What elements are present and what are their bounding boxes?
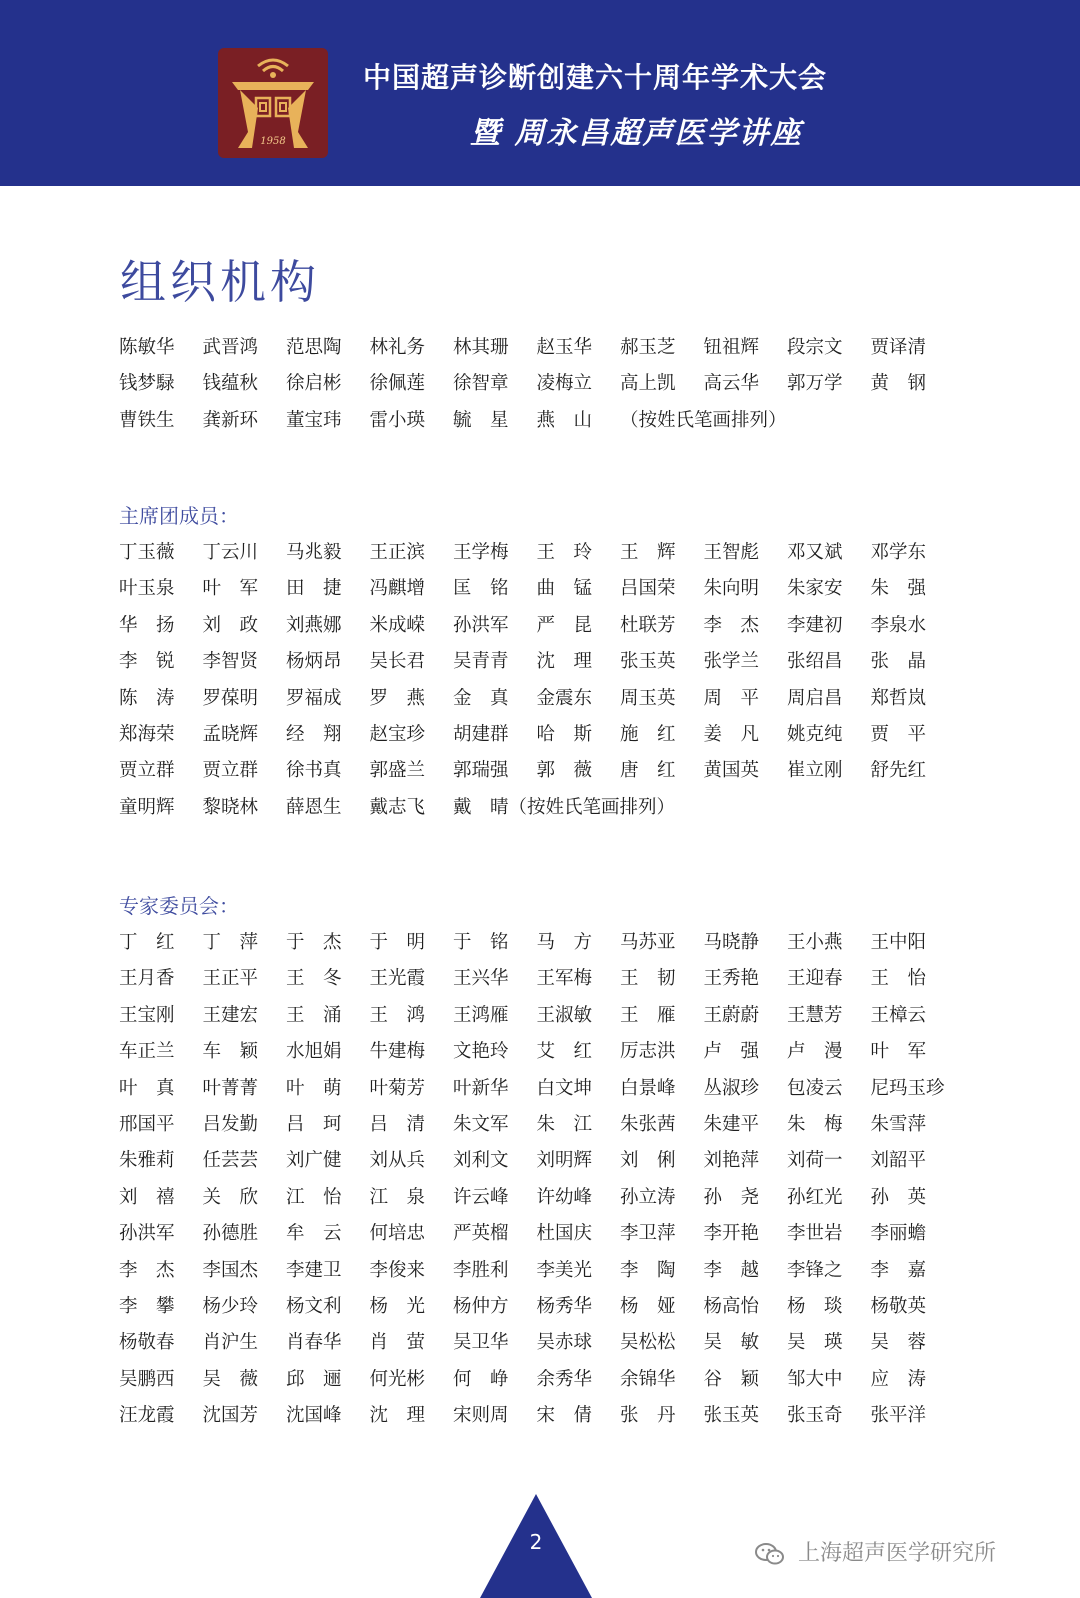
member-name: 高上凯 — [620, 373, 676, 395]
member-name: 范思陶 — [286, 337, 342, 358]
member-name: 孙洪军 — [119, 1223, 175, 1245]
member-name: 余锦华 — [620, 1368, 676, 1390]
member-name: 吴 薇 — [202, 1368, 259, 1390]
member-name: 吕发勤 — [202, 1114, 259, 1136]
member-name: 沈 理 — [369, 1405, 426, 1427]
member-name: 钱蕴秋 — [202, 373, 259, 395]
member-name: 李 越 — [703, 1259, 760, 1281]
member-name: 严 昆 — [536, 614, 593, 636]
member-name: 段宗文 — [787, 337, 843, 358]
member-name: 刘燕娜 — [286, 614, 342, 636]
member-name: 叶玉泉 — [119, 578, 175, 600]
member-name: 李建初 — [787, 614, 843, 636]
member-name: 尼玛玉珍 — [870, 1077, 945, 1099]
member-name: 丛淑珍 — [703, 1077, 760, 1099]
member-name: 朱家安 — [787, 578, 843, 600]
member-name: 叶 真 — [119, 1077, 175, 1099]
member-name: 吕 珂 — [286, 1114, 342, 1136]
member-name: 冯麒增 — [369, 578, 426, 600]
conference-title: 中国超声诊断创建六十周年学术大会 — [363, 61, 828, 94]
member-name: 丁玉薇 — [119, 542, 175, 563]
member-name: 王建宏 — [202, 1004, 259, 1026]
member-name: 包凌云 — [787, 1077, 843, 1099]
member-name: 孙立涛 — [620, 1186, 676, 1208]
member-name: 吴 瑛 — [787, 1332, 843, 1354]
member-name: 贾译清 — [870, 337, 927, 358]
member-name: 金震东 — [536, 687, 593, 709]
member-name: 孙洪军 — [453, 614, 509, 636]
member-name: 王 怡 — [870, 968, 927, 990]
member-name: 于 明 — [369, 932, 426, 953]
member-name: 何 峥 — [453, 1368, 509, 1390]
member-name: 王月香 — [119, 968, 175, 990]
member-name: 李锋之 — [787, 1259, 843, 1281]
member-name: 郭瑞强 — [453, 760, 509, 782]
member-name: 郭盛兰 — [369, 760, 426, 782]
member-name: 汪龙霞 — [119, 1405, 175, 1427]
member-name: 杨 琰 — [787, 1296, 843, 1318]
member-name: 曹铁生 — [119, 409, 175, 431]
member-name: 卢 强 — [703, 1041, 760, 1063]
member-name: 丁 红 — [119, 932, 175, 953]
member-name: 吕国荣 — [620, 578, 676, 600]
member-name: 田 捷 — [286, 578, 342, 600]
member-name: 张 晶 — [870, 651, 927, 673]
member-name: 华 扬 — [119, 614, 175, 636]
experts-heading: 专家委员会： — [119, 894, 239, 918]
member-name: 朱向明 — [703, 578, 760, 600]
member-name: 刘明辉 — [536, 1150, 593, 1172]
member-name: 李 嘉 — [870, 1259, 927, 1281]
member-name: 厉志洪 — [620, 1041, 676, 1063]
member-name: 李胜利 — [453, 1259, 509, 1281]
member-name: 林其珊 — [453, 337, 509, 358]
member-name: 车 颖 — [202, 1041, 259, 1063]
member-name: 米成嵘 — [369, 614, 426, 636]
member-name: 王兴华 — [453, 968, 509, 990]
member-name: 王宝刚 — [119, 1004, 175, 1026]
member-name: 王 韧 — [620, 968, 676, 990]
member-name: 杜国庆 — [536, 1223, 593, 1245]
member-name: 白文坤 — [536, 1077, 593, 1099]
member-name: 李丽蟾 — [870, 1223, 927, 1245]
member-name: 龚新环 — [202, 409, 259, 431]
member-name: 林礼务 — [369, 337, 426, 358]
member-name: 郭 薇 — [536, 760, 593, 782]
member-name: 黄 钢 — [870, 373, 927, 395]
member-name: 罗福成 — [286, 687, 342, 709]
member-name: 武晋鸿 — [202, 337, 259, 358]
member-name: 肖 萤 — [369, 1332, 426, 1354]
member-name: 黎晓林 — [202, 796, 259, 818]
member-name: 王正滨 — [369, 542, 426, 563]
member-name: 王智彪 — [703, 542, 760, 563]
member-name: 徐智章 — [453, 373, 509, 395]
member-name: 王慧芳 — [787, 1004, 843, 1026]
member-name: 崔立刚 — [787, 760, 843, 782]
member-name: 李卫萍 — [620, 1223, 676, 1245]
member-name: 吴 敏 — [703, 1332, 760, 1354]
member-name: 王中阳 — [870, 932, 927, 953]
member-name: 王蔚蔚 — [703, 1004, 760, 1026]
member-name: 匡 铭 — [453, 578, 509, 600]
member-name: 舒先红 — [870, 760, 927, 782]
member-name: 杨少玲 — [202, 1296, 259, 1318]
page-number: 2 — [529, 1530, 543, 1554]
member-name: 牟 云 — [286, 1223, 342, 1245]
member-name: 李世岩 — [787, 1223, 843, 1245]
member-name: 邓又斌 — [787, 542, 843, 563]
member-name: 郝玉芝 — [620, 337, 676, 358]
member-name: 何培忠 — [369, 1223, 426, 1245]
member-name: 许云峰 — [453, 1186, 509, 1208]
member-name: 李 攀 — [119, 1296, 175, 1318]
member-name: 杨 娅 — [620, 1296, 676, 1318]
member-name: 董宝玮 — [286, 409, 342, 431]
member-name: 许幼峰 — [536, 1186, 593, 1208]
member-name: 王 辉 — [620, 542, 676, 563]
member-name: 叶菊芳 — [369, 1077, 426, 1099]
member-name: 陈敏华 — [119, 337, 175, 358]
member-name: 姜 凡 — [703, 724, 760, 746]
member-name: 施 红 — [620, 724, 676, 746]
member-name: 刘利文 — [453, 1150, 509, 1172]
member-name: 于 杰 — [286, 932, 342, 953]
conference-logo — [218, 48, 328, 158]
member-name: 车正兰 — [119, 1041, 175, 1063]
member-name: 燕 山 — [536, 409, 593, 431]
member-name: 刘荷一 — [787, 1150, 843, 1172]
watermark — [755, 1536, 996, 1567]
member-name: 邓学东 — [870, 542, 927, 563]
header-banner — [0, 0, 1080, 186]
member-name: 周玉英 — [620, 687, 676, 709]
member-name: 孙德胜 — [202, 1223, 259, 1245]
member-name: 朱 强 — [870, 578, 927, 600]
member-name: 邢国平 — [119, 1114, 175, 1136]
member-name: 赵玉华 — [536, 337, 593, 358]
member-name: 李国杰 — [202, 1259, 259, 1281]
experts-name-grid — [119, 925, 949, 1435]
member-name: 王 鸿 — [369, 1004, 426, 1026]
member-name: 李 杰 — [119, 1259, 175, 1281]
member-name: 王 冬 — [286, 968, 342, 990]
member-name: 杨文利 — [286, 1296, 342, 1318]
member-name: 杨秀华 — [536, 1296, 593, 1318]
member-name: 文艳玲 — [453, 1041, 509, 1063]
member-name: 罗 燕 — [369, 687, 426, 709]
member-name: 王樟云 — [870, 1004, 927, 1026]
member-name: 罗葆明 — [202, 687, 259, 709]
member-name: 薛恩生 — [286, 796, 342, 818]
member-name: 刘 禧 — [119, 1186, 175, 1208]
member-name: 谷 颖 — [703, 1368, 760, 1390]
member-name: 孙 尧 — [703, 1186, 760, 1208]
member-name: 肖沪生 — [202, 1332, 259, 1354]
member-name: 王学梅 — [453, 542, 509, 563]
member-name: 王 玲 — [536, 542, 593, 563]
member-name: 郭万学 — [787, 373, 843, 395]
member-name: 刘 政 — [202, 614, 259, 636]
member-name: 朱 江 — [536, 1114, 593, 1136]
member-name: 叶 萌 — [286, 1077, 342, 1099]
member-name: 赵宝珍 — [369, 724, 426, 746]
member-name: 朱 梅 — [787, 1114, 843, 1136]
member-name: 朱雅莉 — [119, 1150, 175, 1172]
member-name: 沈国芳 — [202, 1405, 259, 1427]
member-name: 杨高怡 — [703, 1296, 760, 1318]
member-name: 王军梅 — [536, 968, 593, 990]
member-name: 李俊来 — [369, 1259, 426, 1281]
member-name: 唐 红 — [620, 760, 676, 782]
member-name: 马 方 — [536, 932, 593, 953]
member-name: 卢 漫 — [787, 1041, 843, 1063]
member-name: 张平洋 — [870, 1405, 927, 1427]
member-name: 王淑敏 — [536, 1004, 593, 1026]
member-name: 雷小瑛 — [369, 409, 426, 431]
member-name: 马苏亚 — [620, 932, 676, 953]
member-name: 黄国英 — [703, 760, 760, 782]
presidium-heading: 主席团成员： — [119, 504, 239, 528]
member-name: 杨仲方 — [453, 1296, 509, 1318]
wechat-icon — [755, 1542, 785, 1566]
member-name: 朱文军 — [453, 1114, 509, 1136]
member-name: 于 铭 — [453, 932, 509, 953]
member-name: 江 泉 — [369, 1186, 426, 1208]
member-name: 凌梅立 — [536, 373, 593, 395]
member-name: 肖春华 — [286, 1332, 342, 1354]
member-name: 刘广健 — [286, 1150, 342, 1172]
member-name: 杨 光 — [369, 1296, 426, 1318]
member-name: 叶 军 — [202, 578, 259, 600]
member-name: 王迎春 — [787, 968, 843, 990]
member-name: 姚克纯 — [787, 724, 843, 746]
member-name: 周启昌 — [787, 687, 843, 709]
member-name: 应 涛 — [870, 1368, 927, 1390]
member-name: 吴松松 — [620, 1332, 676, 1354]
member-name: 吴长君 — [369, 651, 426, 673]
member-name: 哈 斯 — [536, 724, 593, 746]
member-name: 张学兰 — [703, 651, 760, 673]
member-name: 宋 倩 — [536, 1405, 593, 1427]
member-name: 任芸芸 — [202, 1150, 259, 1172]
member-name: 王 雁 — [620, 1004, 676, 1026]
member-name: 徐书真 — [286, 760, 342, 782]
presidium-name-grid — [119, 535, 949, 826]
last-member-with-note — [453, 790, 704, 826]
member-name: 陈 涛 — [119, 687, 175, 709]
member-name: 李建卫 — [286, 1259, 342, 1281]
member-name: 何光彬 — [369, 1368, 426, 1390]
watermark-text: 上海超声医学研究所 — [798, 1541, 997, 1566]
member-name: 丁云川 — [202, 542, 259, 563]
member-name: 张玉奇 — [787, 1405, 843, 1427]
member-name: 徐佩莲 — [369, 373, 426, 395]
member-name: 李智贤 — [202, 651, 259, 673]
member-name: 胡建群 — [453, 724, 509, 746]
page-title: 组织机构 — [120, 255, 320, 309]
member-name: 吴鹏西 — [119, 1368, 175, 1390]
member-name: 孙红光 — [787, 1186, 843, 1208]
member-name: 沈 理 — [536, 651, 593, 673]
member-name: 吴赤球 — [536, 1332, 593, 1354]
member-name: 戴志飞 — [369, 796, 426, 818]
member-name: 经 翔 — [286, 724, 342, 746]
member-name: 王正平 — [202, 968, 259, 990]
member-name: 贾 平 — [870, 724, 927, 746]
member-name: 刘韶平 — [870, 1150, 927, 1172]
member-name: 丁 萍 — [202, 932, 259, 953]
conference-subtitle: 暨 周永昌超声医学讲座 — [470, 116, 803, 151]
member-name: 金 真 — [453, 687, 509, 709]
member-name: 张玉英 — [703, 1405, 760, 1427]
ordering-note: （按姓氏笔画排列） — [620, 409, 787, 431]
member-name: 贾立群 — [202, 760, 259, 782]
member-name: 刘从兵 — [369, 1150, 426, 1172]
member-name: 李开艳 — [703, 1223, 760, 1245]
member-name: 吴 蓉 — [870, 1332, 927, 1354]
member-name: 邹大中 — [787, 1368, 843, 1390]
member-name: 余秀华 — [536, 1368, 593, 1390]
member-name: 沈国峰 — [286, 1405, 342, 1427]
member-name: 曲 锰 — [536, 578, 593, 600]
member-name: 李泉水 — [870, 614, 927, 636]
member-name: 王鸿雁 — [453, 1004, 509, 1026]
member-name: 叶 军 — [870, 1041, 927, 1063]
member-name: 李美光 — [536, 1259, 593, 1281]
member-name: 毓 星 — [453, 409, 509, 431]
member-name: 王光霞 — [369, 968, 426, 990]
member-name: 孙 英 — [870, 1186, 927, 1208]
member-name: 张 丹 — [620, 1405, 676, 1427]
member-name: 张玉英 — [620, 651, 676, 673]
member-name: 王秀艳 — [703, 968, 760, 990]
member-name: 杨炳昂 — [286, 651, 342, 673]
member-name: 杨敬英 — [870, 1296, 927, 1318]
member-name: 郑海荣 — [119, 724, 175, 746]
member-name: 钮祖辉 — [703, 337, 760, 358]
member-name: 郑哲岚 — [870, 687, 927, 709]
member-name: 朱建平 — [703, 1114, 760, 1136]
member-name: 王小燕 — [787, 932, 843, 953]
member-name: 王 涌 — [286, 1004, 342, 1026]
member-name: 叶新华 — [453, 1077, 509, 1099]
member-name: 叶菁菁 — [202, 1077, 259, 1099]
member-name: 周 平 — [703, 687, 760, 709]
member-name: 高云华 — [703, 373, 760, 395]
member-name: 严英榴 — [453, 1223, 509, 1245]
member-name: 杨敬春 — [119, 1332, 175, 1354]
member-name: 李 杰 — [703, 614, 760, 636]
member-name: 杜联芳 — [620, 614, 676, 636]
member-name: 吴卫华 — [453, 1332, 509, 1354]
member-name: 贾立群 — [119, 760, 175, 782]
member-name: 童明辉 — [119, 796, 175, 818]
member-name: 戴 晴 — [453, 796, 509, 818]
member-name: 刘艳萍 — [703, 1150, 760, 1172]
member-name: 水旭娟 — [286, 1041, 342, 1063]
member-name: 邱 逦 — [286, 1368, 342, 1390]
member-name: 吕 清 — [369, 1114, 426, 1136]
member-name: 徐启彬 — [286, 373, 342, 395]
member-name: 吴青青 — [453, 651, 509, 673]
member-name: 牛建梅 — [369, 1041, 426, 1063]
member-name: 李 陶 — [620, 1259, 676, 1281]
member-name: 白景峰 — [620, 1077, 676, 1099]
member-name: 江 怡 — [286, 1186, 342, 1208]
member-name: 张绍昌 — [787, 651, 843, 673]
member-name: 孟晓辉 — [202, 724, 259, 746]
member-name: 马晓静 — [703, 932, 760, 953]
member-name: 朱雪萍 — [870, 1114, 927, 1136]
member-name: 刘 俐 — [620, 1150, 676, 1172]
member-name: 朱张茜 — [620, 1114, 676, 1136]
member-name: 艾 红 — [536, 1041, 593, 1063]
organization-name-grid — [119, 330, 949, 439]
logo-year: 1958 — [260, 136, 286, 147]
ordering-note: （按姓氏笔画排列） — [508, 796, 676, 818]
member-name: 钱梦騄 — [119, 373, 175, 395]
member-name: 马兆毅 — [286, 542, 342, 563]
member-name: 李 锐 — [119, 651, 175, 673]
member-name: 宋则周 — [453, 1405, 509, 1427]
member-name: 关 欣 — [202, 1186, 259, 1208]
